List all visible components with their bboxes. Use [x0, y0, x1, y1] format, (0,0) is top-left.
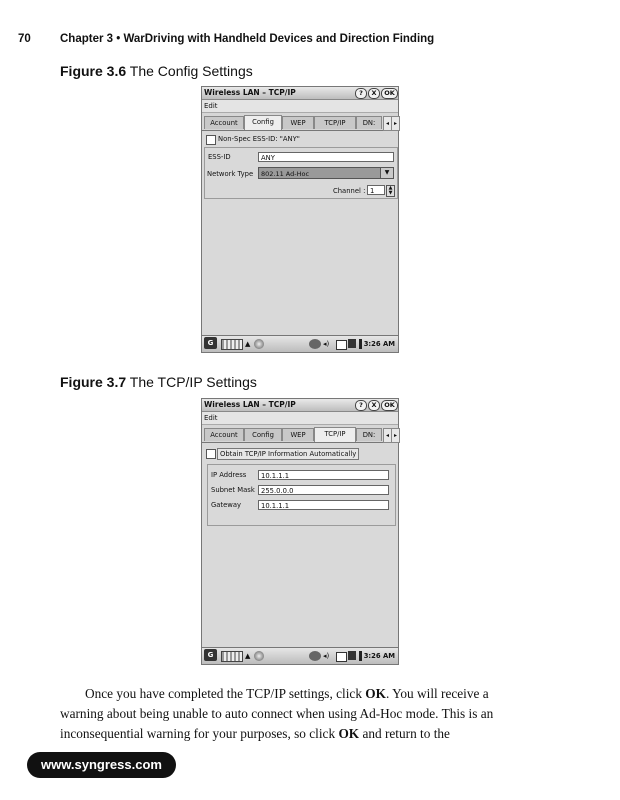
ok-emphasis: OK: [338, 726, 360, 741]
keyboard-icon[interactable]: [221, 651, 243, 662]
ok-emphasis: OK: [365, 686, 386, 701]
subnet-mask-field[interactable]: 255.0.0.0: [258, 485, 389, 495]
battery-icon: [348, 339, 356, 348]
tcpip-panel: [202, 443, 398, 655]
tab-wep[interactable]: WEP: [282, 428, 314, 441]
network-type-label: Network Type: [207, 170, 254, 178]
status-bar-icon: [359, 339, 362, 349]
up-arrow-icon[interactable]: ▲: [245, 652, 251, 660]
radio-arrow-icon: ◂): [323, 340, 330, 348]
globe-icon[interactable]: [254, 651, 264, 661]
body-line-3: [60, 724, 540, 744]
close-button[interactable]: X: [368, 88, 380, 99]
ip-address-field[interactable]: 10.1.1.1: [258, 470, 389, 480]
config-settings-screenshot: [201, 86, 399, 353]
tab-strip: [202, 428, 398, 443]
taskbar: [202, 647, 398, 664]
chapter-title: Chapter 3 • WarDriving with Handheld Devices and Direction Finding: [60, 33, 435, 45]
figure-label: Figure 3.7: [60, 374, 127, 390]
tab-account[interactable]: Account: [204, 428, 244, 441]
tab-scroll-left-icon[interactable]: ◂: [383, 428, 392, 443]
chevron-down-icon[interactable]: ▼: [380, 168, 393, 178]
window-title: Wireless LAN – TCP/IP: [204, 400, 296, 409]
page-number: 70: [18, 33, 31, 45]
close-button[interactable]: X: [368, 400, 380, 411]
network-icon[interactable]: [309, 651, 321, 661]
body-text-run: inconsequential warning for your purposes, so click: [60, 726, 339, 741]
obtain-auto-checkbox[interactable]: [206, 449, 216, 459]
body-line-1: [60, 684, 540, 704]
tab-tcpip[interactable]: TCP/IP: [314, 116, 356, 129]
tab-scroll-right-icon[interactable]: ▸: [391, 116, 400, 131]
network-type-select[interactable]: [258, 167, 394, 179]
menu-edit[interactable]: Edit: [202, 100, 398, 113]
body-text-run: . You will receive a: [385, 686, 489, 701]
body-line-2: warning about being unable to auto connect when using Ad-Hoc mode. This is an: [60, 706, 494, 721]
tab-scroll-right-icon[interactable]: ▸: [391, 428, 400, 443]
figure-label: Figure 3.6: [60, 63, 127, 79]
channel-label: Channel :: [333, 187, 366, 195]
network-type-value: 802.11 Ad-Hoc: [261, 170, 310, 178]
clock: 3:26 AM: [363, 652, 395, 660]
window-titlebar: [202, 399, 398, 412]
channel-field[interactable]: 1: [367, 185, 385, 195]
g-logo-icon[interactable]: G: [204, 337, 217, 349]
status-bar-icon: [359, 651, 362, 661]
tab-wep[interactable]: WEP: [282, 116, 314, 129]
tab-config[interactable]: Config: [244, 428, 282, 441]
body-paragraph: [60, 684, 540, 744]
subnet-mask-label: Subnet Mask: [211, 486, 255, 494]
tab-dns[interactable]: DN:: [356, 116, 382, 129]
card-icon: [336, 652, 347, 662]
taskbar: [202, 335, 398, 352]
ok-button[interactable]: OK: [381, 400, 398, 411]
config-panel: [202, 131, 398, 343]
tab-config[interactable]: Config: [244, 115, 282, 130]
tab-tcpip[interactable]: TCP/IP: [314, 427, 356, 442]
figure-3-6-caption: [60, 63, 253, 79]
ip-address-label: IP Address: [211, 471, 247, 479]
g-logo-icon[interactable]: G: [204, 649, 217, 661]
battery-icon: [348, 651, 356, 660]
nonspec-label: Non-Spec ESS-ID: "ANY": [218, 135, 300, 143]
figure-caption-text: The Config Settings: [129, 63, 253, 79]
window-title: Wireless LAN – TCP/IP: [204, 88, 296, 97]
footer-url-badge[interactable]: www.syngress.com: [27, 752, 176, 778]
tab-scroll-left-icon[interactable]: ◂: [383, 116, 392, 131]
tcpip-settings-screenshot: [201, 398, 399, 665]
radio-arrow-icon: ◂): [323, 652, 330, 660]
body-text-run: Once you have completed the TCP/IP settings, click: [85, 686, 366, 701]
nonspec-checkbox[interactable]: [206, 135, 216, 145]
card-icon: [336, 340, 347, 350]
globe-icon[interactable]: [254, 339, 264, 349]
gateway-field[interactable]: 10.1.1.1: [258, 500, 389, 510]
tab-strip: [202, 116, 398, 131]
help-button[interactable]: ?: [355, 400, 367, 411]
essid-field[interactable]: ANY: [258, 152, 394, 162]
essid-label: ESS-ID: [208, 153, 231, 161]
obtain-auto-label: Obtain TCP/IP Information Automatically: [217, 448, 359, 460]
gateway-label: Gateway: [211, 501, 242, 509]
window-titlebar: [202, 87, 398, 100]
figure-caption-text: The TCP/IP Settings: [129, 374, 257, 390]
body-text-run: and return to the: [359, 726, 450, 741]
tab-account[interactable]: Account: [204, 116, 244, 129]
ok-button[interactable]: OK: [381, 88, 398, 99]
keyboard-icon[interactable]: [221, 339, 243, 350]
tab-dns[interactable]: DN:: [356, 428, 382, 441]
up-arrow-icon[interactable]: ▲: [245, 340, 251, 348]
clock: 3:26 AM: [363, 340, 395, 348]
network-icon[interactable]: [309, 339, 321, 349]
channel-stepper-icon[interactable]: ▲ ▼: [386, 185, 395, 197]
help-button[interactable]: ?: [355, 88, 367, 99]
figure-3-7-caption: [60, 374, 257, 390]
menu-edit[interactable]: Edit: [202, 412, 398, 425]
